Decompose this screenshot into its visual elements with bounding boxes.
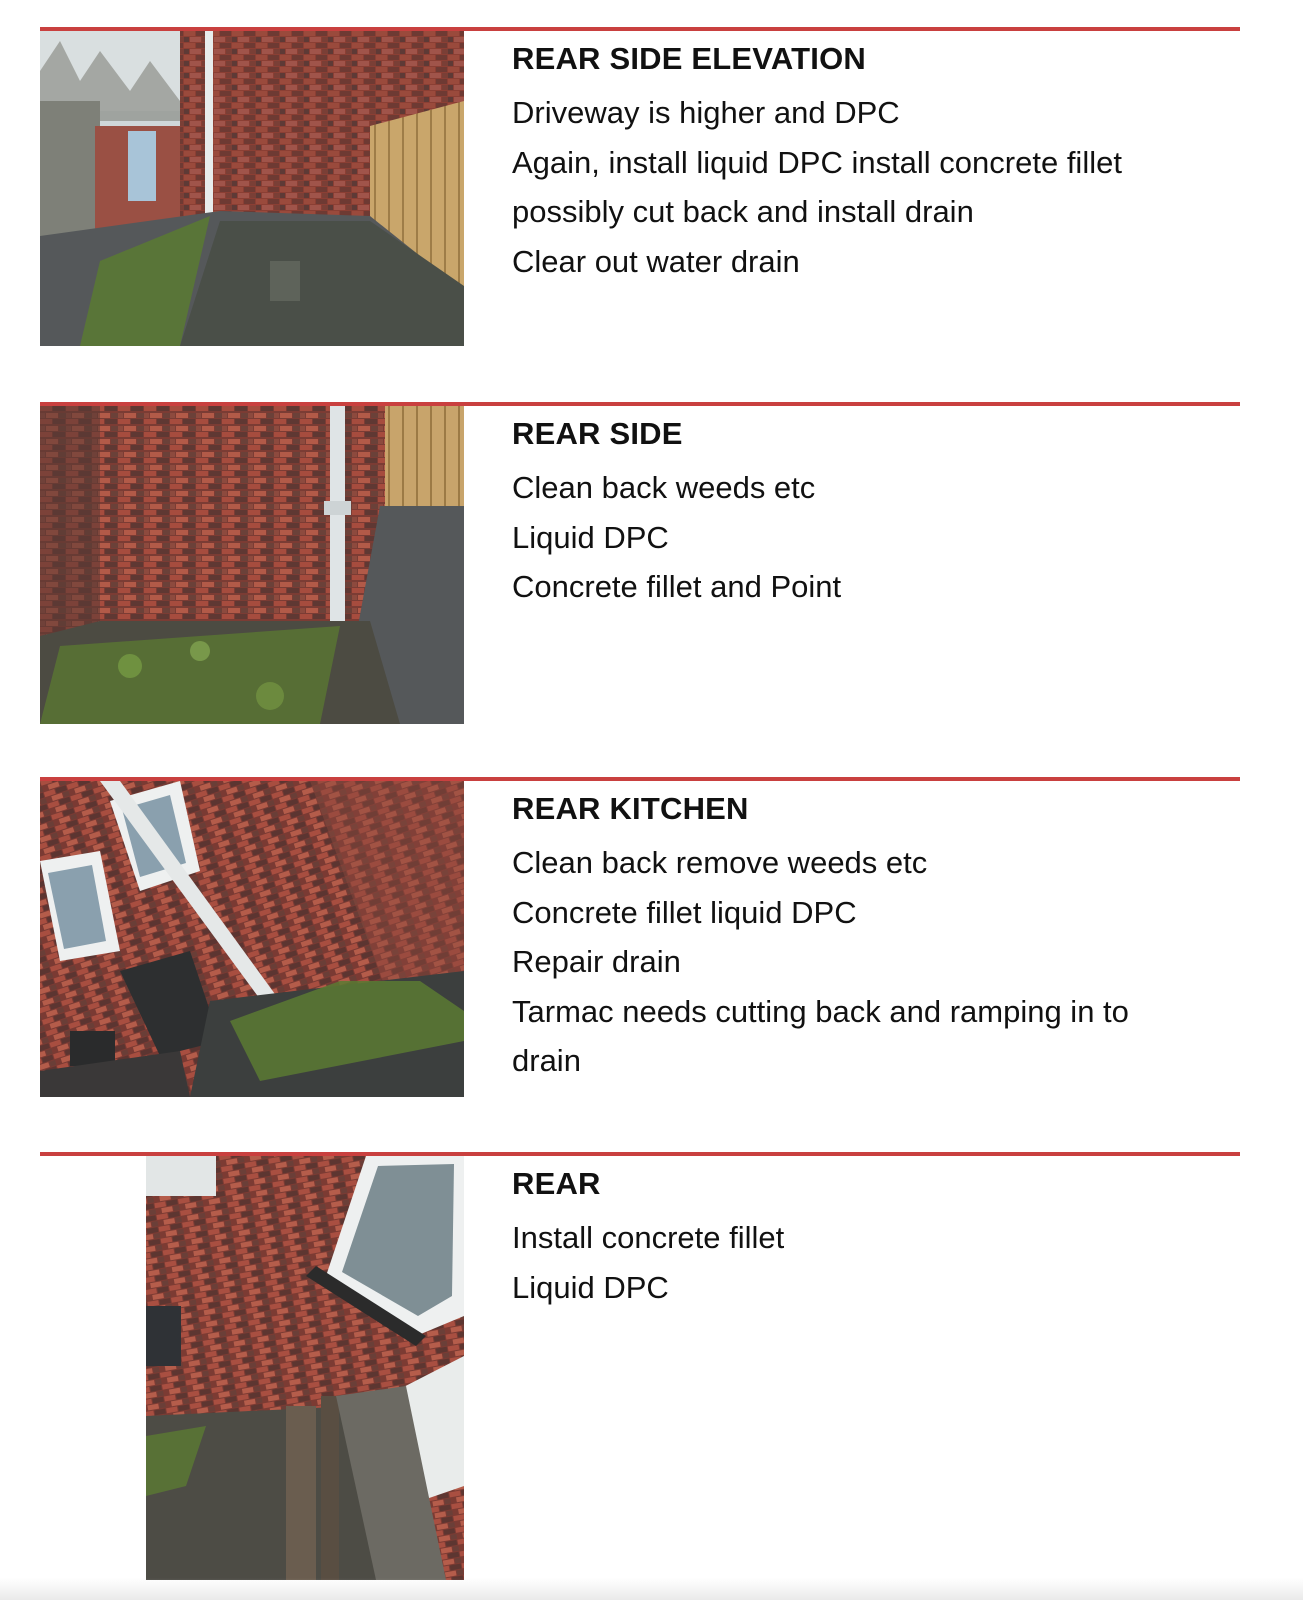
note-line: Tarmac needs cutting back and ramping in to — [512, 993, 1129, 1029]
text-block — [512, 1164, 1212, 1312]
note-line: drain — [512, 1043, 581, 1078]
note-line: possibly cut back and install drain — [512, 194, 974, 229]
note-line: Repair drain — [512, 944, 681, 979]
page-bottom-shadow — [0, 1578, 1303, 1600]
text-block — [512, 414, 1212, 612]
note-line: Liquid DPC — [512, 519, 669, 555]
note-line: Concrete fillet liquid DPC — [512, 894, 857, 930]
section-heading: REAR SIDE ELEVATION — [512, 41, 867, 76]
note-line: Concrete fillet and Point — [512, 569, 842, 604]
note-line: Liquid DPC — [512, 1269, 669, 1305]
section-rear-kitchen — [40, 777, 1240, 1097]
section-heading: REAR KITCHEN — [512, 791, 749, 826]
note-line: Install concrete fillet — [512, 1220, 785, 1255]
section-heading: REAR — [512, 1166, 601, 1201]
photo-rear — [146, 1156, 464, 1580]
note-line: Clean back weeds etc — [512, 470, 816, 505]
note-line: Clean back remove weeds etc — [512, 845, 928, 880]
photo-rear-side-elevation — [40, 31, 464, 346]
note-line: Again, install liquid DPC install concrete fillet — [512, 144, 1122, 180]
note-line: Driveway is higher and DPC — [512, 95, 900, 130]
text-block — [512, 789, 1212, 1086]
note-line: Clear out water drain — [512, 243, 800, 279]
section-heading: REAR SIDE — [512, 416, 683, 451]
photo-rear-side — [40, 406, 464, 724]
section-rear-side — [40, 402, 1240, 722]
section-rear — [40, 1152, 1240, 1582]
text-block — [512, 39, 1212, 286]
photo-rear-kitchen — [40, 781, 464, 1097]
section-rear-side-elevation — [40, 27, 1240, 347]
